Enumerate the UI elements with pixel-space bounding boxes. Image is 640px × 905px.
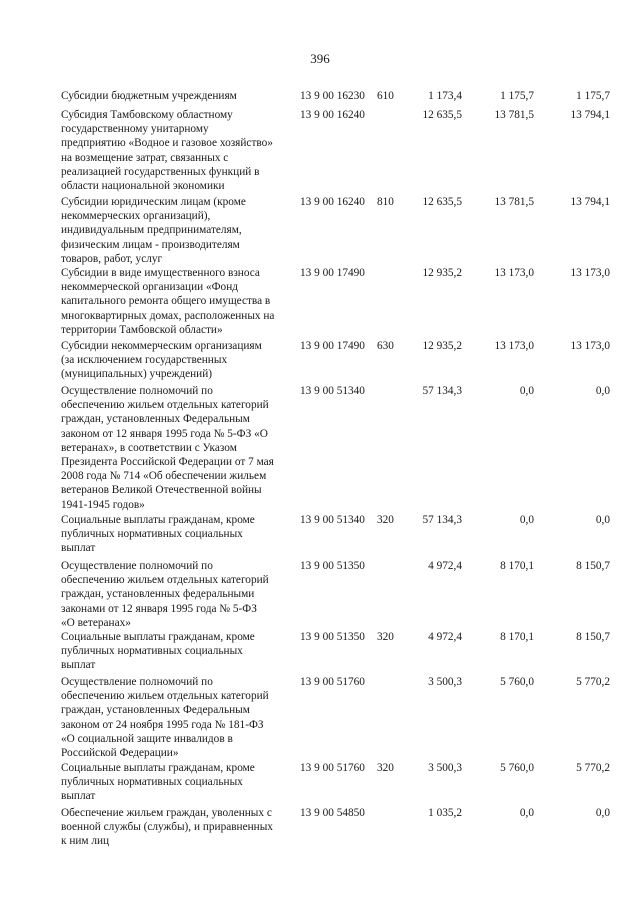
description-line: Субсидии юридическим лицам (кроме bbox=[61, 196, 246, 208]
description-line: ветеранов Великой Отечественной войны bbox=[61, 484, 262, 497]
value-year-1: 1 173,4 bbox=[428, 90, 462, 102]
value-year-2: 13 781,5 bbox=[494, 196, 534, 208]
description-line: товаров, работ, услуг bbox=[61, 252, 163, 265]
row-description bbox=[61, 761, 291, 804]
target-code: 13 9 00 51350 bbox=[300, 631, 365, 643]
target-code: 13 9 00 51760 bbox=[300, 676, 365, 688]
value-year-3: 8 150,7 bbox=[576, 560, 610, 572]
value-year-1: 12 935,2 bbox=[422, 267, 462, 279]
description-line: государственному унитарному bbox=[61, 123, 209, 136]
target-code: 13 9 00 16230 bbox=[300, 90, 365, 102]
description-line: Субсидия Тамбовскому областному bbox=[61, 109, 233, 121]
description-line: некоммерческой организации «Фонд bbox=[61, 281, 238, 294]
value-year-2: 5 760,0 bbox=[500, 676, 534, 688]
expense-type: 810 bbox=[377, 196, 394, 208]
value-year-2: 5 760,0 bbox=[500, 762, 534, 774]
target-code: 13 9 00 51760 bbox=[300, 762, 365, 774]
target-code: 13 9 00 17490 bbox=[300, 340, 365, 352]
description-line: Осуществление полномочий по bbox=[61, 560, 213, 572]
value-year-2: 13 781,5 bbox=[494, 109, 534, 121]
description-line: индивидуальным предпринимателям, bbox=[61, 224, 242, 237]
description-line: многоквартирных домах, расположенных на bbox=[61, 309, 275, 322]
description-line: реализацией государственных функций в bbox=[61, 165, 260, 178]
row-description bbox=[61, 108, 291, 193]
row-description bbox=[61, 675, 291, 760]
description-line: Социальные выплаты гражданам, кроме bbox=[61, 762, 255, 774]
value-year-3: 13 794,1 bbox=[570, 109, 610, 121]
target-code: 13 9 00 16240 bbox=[300, 196, 365, 208]
description-line: публичных нормативных социальных bbox=[61, 528, 243, 541]
description-line: законом от 24 ноября 1995 года № 181-ФЗ bbox=[61, 718, 264, 731]
value-year-2: 8 170,1 bbox=[500, 560, 534, 572]
value-year-3: 0,0 bbox=[595, 385, 610, 397]
description-line: Социальные выплаты гражданам, кроме bbox=[61, 631, 255, 643]
row-description bbox=[61, 266, 291, 337]
description-line: обеспечению жильем отдельных категорий bbox=[61, 574, 269, 587]
value-year-1: 3 500,3 bbox=[428, 676, 462, 688]
description-line: Президента Российской Федерации от 7 мая bbox=[61, 456, 274, 469]
value-year-3: 13 794,1 bbox=[570, 196, 610, 208]
description-line: Субсидии бюджетным учреждениям bbox=[61, 90, 237, 102]
description-line: Субсидии некоммерческим организациям bbox=[61, 340, 262, 352]
target-code: 13 9 00 54850 bbox=[300, 807, 365, 819]
row-description bbox=[61, 513, 291, 556]
description-line: Субсидии в виде имущественного взноса bbox=[61, 267, 260, 279]
value-year-1: 4 972,4 bbox=[428, 631, 462, 643]
description-line: (за исключением государственных bbox=[61, 354, 228, 367]
value-year-1: 1 035,2 bbox=[428, 807, 462, 819]
description-line: 2008 года № 714 «Об обеспечении жильем bbox=[61, 470, 267, 483]
description-line: Обеспечение жильем граждан, уволенных с bbox=[61, 807, 272, 819]
row-description bbox=[61, 89, 291, 103]
expense-type: 630 bbox=[377, 340, 394, 352]
value-year-2: 0,0 bbox=[519, 385, 534, 397]
expense-type: 610 bbox=[377, 90, 394, 102]
description-line: (муниципальных) учреждений) bbox=[61, 368, 213, 381]
target-code: 13 9 00 51340 bbox=[300, 514, 365, 526]
description-line: физическим лицам - производителям bbox=[61, 238, 240, 251]
description-line: «О ветеранах» bbox=[61, 616, 131, 629]
value-year-3: 13 173,0 bbox=[570, 267, 610, 279]
description-line: военной службы (службы), и приравненных bbox=[61, 821, 273, 834]
description-line: ветеранах», в соответствии с Указом bbox=[61, 441, 237, 454]
description-line: Российской Федерации» bbox=[61, 747, 179, 760]
value-year-1: 12 935,2 bbox=[422, 340, 462, 352]
page-number: 396 bbox=[310, 51, 330, 66]
description-line: выплат bbox=[61, 659, 96, 672]
description-line: к ним лиц bbox=[61, 835, 110, 848]
row-description bbox=[61, 384, 291, 512]
value-year-3: 13 173,0 bbox=[570, 340, 610, 352]
value-year-2: 0,0 bbox=[519, 514, 534, 526]
description-line: граждан, установленных федеральными bbox=[61, 588, 255, 601]
value-year-1: 3 500,3 bbox=[428, 762, 462, 774]
value-year-2: 13 173,0 bbox=[494, 267, 534, 279]
description-line: граждан, установленных Федеральным bbox=[61, 704, 250, 717]
row-description bbox=[61, 339, 291, 382]
description-line: законами от 12 января 1995 года № 5-ФЗ bbox=[61, 602, 257, 615]
target-code: 13 9 00 51340 bbox=[300, 385, 365, 397]
description-line: Осуществление полномочий по bbox=[61, 385, 213, 397]
target-code: 13 9 00 51350 bbox=[300, 560, 365, 572]
value-year-1: 57 134,3 bbox=[422, 514, 462, 526]
target-code: 13 9 00 16240 bbox=[300, 109, 365, 121]
row-description bbox=[61, 806, 291, 849]
description-line: выплат bbox=[61, 542, 96, 555]
description-line: Осуществление полномочий по bbox=[61, 676, 213, 688]
value-year-2: 1 175,7 bbox=[500, 90, 534, 102]
description-line: обеспечению жильем отдельных категорий bbox=[61, 399, 269, 412]
value-year-1: 4 972,4 bbox=[428, 560, 462, 572]
description-line: предприятию «Водное и газовое хозяйство» bbox=[61, 137, 273, 150]
description-line: публичных нормативных социальных bbox=[61, 645, 243, 658]
description-line: территории Тамбовской области» bbox=[61, 323, 223, 336]
description-line: на возмещение затрат, связанных с bbox=[61, 151, 229, 164]
description-line: выплат bbox=[61, 790, 96, 803]
value-year-3: 5 770,2 bbox=[576, 762, 610, 774]
value-year-1: 12 635,5 bbox=[422, 196, 462, 208]
expense-type: 320 bbox=[377, 631, 394, 643]
expense-type: 320 bbox=[377, 762, 394, 774]
value-year-1: 12 635,5 bbox=[422, 109, 462, 121]
value-year-2: 0,0 bbox=[519, 807, 534, 819]
description-line: обеспечению жильем отдельных категорий bbox=[61, 690, 269, 703]
description-line: публичных нормативных социальных bbox=[61, 776, 243, 789]
value-year-3: 1 175,7 bbox=[576, 90, 610, 102]
description-line: граждан, установленных Федеральным bbox=[61, 413, 250, 426]
description-line: некоммерческих организаций), bbox=[61, 210, 211, 223]
row-description bbox=[61, 559, 291, 630]
row-description bbox=[61, 195, 291, 266]
expense-type: 320 bbox=[377, 514, 394, 526]
description-line: области национальной экономики bbox=[61, 180, 225, 193]
row-description bbox=[61, 630, 291, 673]
description-line: капитального ремонта общего имущества в bbox=[61, 295, 271, 308]
description-line: Социальные выплаты гражданам, кроме bbox=[61, 514, 255, 526]
value-year-3: 8 150,7 bbox=[576, 631, 610, 643]
description-line: 1941-1945 годов» bbox=[61, 498, 145, 511]
value-year-3: 5 770,2 bbox=[576, 676, 610, 688]
value-year-1: 57 134,3 bbox=[422, 385, 462, 397]
target-code: 13 9 00 17490 bbox=[300, 267, 365, 279]
value-year-2: 13 173,0 bbox=[494, 340, 534, 352]
description-line: законом от 12 января 1995 года № 5-ФЗ «О bbox=[61, 427, 268, 440]
value-year-2: 8 170,1 bbox=[500, 631, 534, 643]
value-year-3: 0,0 bbox=[595, 807, 610, 819]
value-year-3: 0,0 bbox=[595, 514, 610, 526]
description-line: «О социальной защите инвалидов в bbox=[61, 732, 233, 745]
